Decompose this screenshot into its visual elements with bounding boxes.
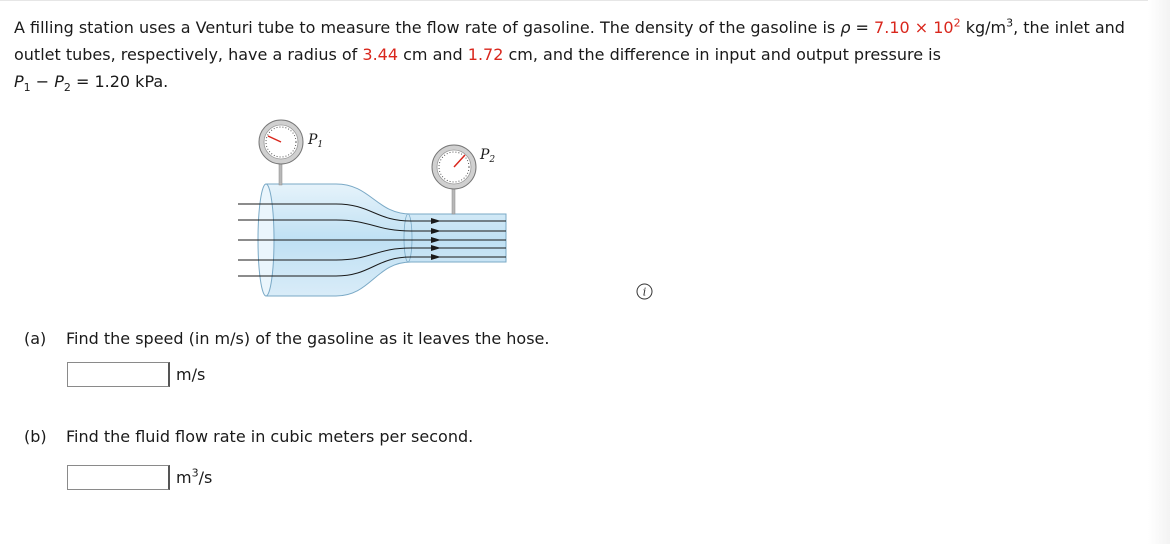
gauge-p1-label: $P_1$ [308, 132, 324, 150]
venturi-tube-figure [236, 114, 511, 304]
top-divider [0, 0, 1150, 1]
part-a-answer-input[interactable] [67, 362, 170, 387]
pressure-difference-value: = 1.20 kPa. [70, 72, 169, 91]
part-a-answer-row [67, 359, 205, 390]
page-edge-shadow [1148, 0, 1170, 544]
part-b-text: Find the fluid flow rate in cubic meters per second. [66, 427, 474, 446]
part-a-text: Find the speed (in m/s) of the gasoline as it leaves the hose. [66, 329, 550, 348]
density-value: 7.10 × 10 [874, 18, 954, 37]
part-a-unit: m/s [176, 365, 206, 384]
part-b-answer-input[interactable] [67, 465, 170, 490]
part-b-unit: $m^3/s$ [176, 466, 213, 487]
part-b-answer-row [67, 462, 212, 493]
part-b-question [24, 427, 473, 446]
rho-symbol: ρ [840, 18, 851, 37]
problem-statement: A filling station uses a Venturi tube to measure the flow rate of gasoline. The density of the gasoline is $\rho = 7.10 \times 10^2$ $kg/m^3$, the inlet and outlet tubes, respectively, have a radius of 3.44 cm and 1.72 cm, and the difference in input and output pressure is $P_1 - P_2 = 1.20$ kPa. [14, 16, 1125, 95]
info-icon[interactable] [636, 283, 653, 300]
inlet-radius-value: 3.44 [362, 45, 399, 64]
gauge-p2-label: $P_2$ [480, 147, 496, 165]
part-a-tag: (a) [24, 329, 47, 348]
svg-text:i: i [642, 285, 647, 299]
outlet-radius-value: 1.72 [467, 45, 504, 64]
part-b-tag: (b) [24, 427, 47, 446]
part-a-question [24, 329, 549, 348]
